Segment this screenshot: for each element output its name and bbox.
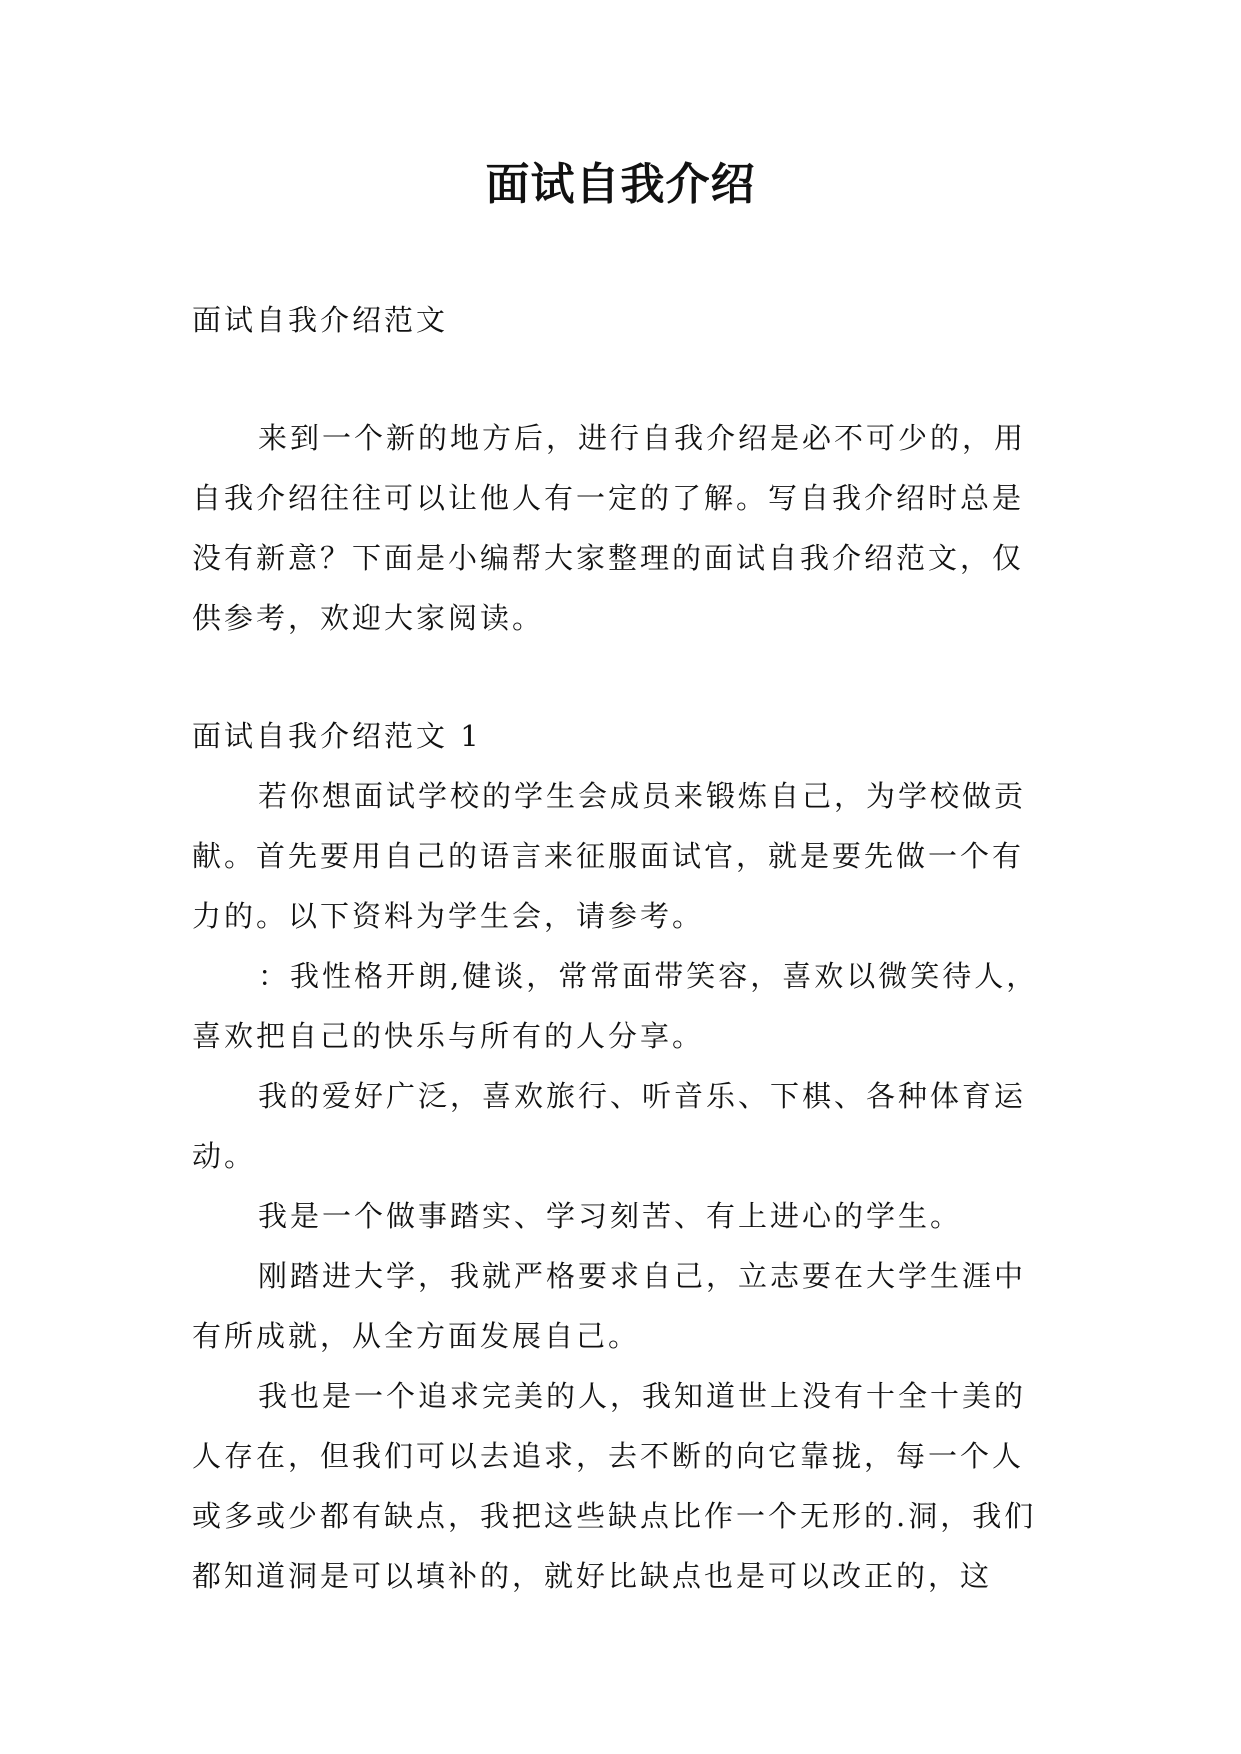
body-paragraph: 我是一个做事踏实、学习刻苦、有上进心的学生。 xyxy=(258,1199,963,1233)
body-paragraph: ：我性格开朗,健谈，常常面带笑容，喜欢以微笑待人，喜欢把自己的快乐与所有的人分享。 xyxy=(192,959,1039,1053)
body-paragraph: 我也是一个追求完美的人，我知道世上没有十全十美的人存在，但我们可以去追求，去不断的向它靠拢，每一个人或多或少都有缺点，我把这些缺点比作一个无形的.洞，我们都知道洞是可以填补的，就好比缺点也是可以改正的，这 xyxy=(192,1379,1037,1593)
section-heading: 面试自我介绍范文 1 xyxy=(192,719,482,753)
body-paragraph: 我的爱好广泛，喜欢旅行、听音乐、下棋、各种体育运动。 xyxy=(192,1079,1027,1173)
document-subtitle: 面试自我介绍范文 xyxy=(192,303,449,337)
document-body xyxy=(192,290,1052,1606)
document-title: 面试自我介绍 xyxy=(485,159,756,210)
body-paragraph: 若你想面试学校的学生会成员来锻炼自己，为学校做贡献。首先要用自己的语言来征服面试官，就是要先做一个有力的。以下资料为学生会，请参考。 xyxy=(192,779,1027,933)
intro-paragraph: 来到一个新的地方后，进行自我介绍是必不可少的，用自我介绍往往可以让他人有一定的了解。写自我介绍时总是没有新意？下面是小编帮大家整理的面试自我介绍范文，仅供参考，欢迎大家阅读。 xyxy=(192,421,1027,635)
body-paragraph: 刚踏进大学，我就严格要求自己，立志要在大学生涯中有所成就，从全方面发展自己。 xyxy=(192,1259,1027,1353)
